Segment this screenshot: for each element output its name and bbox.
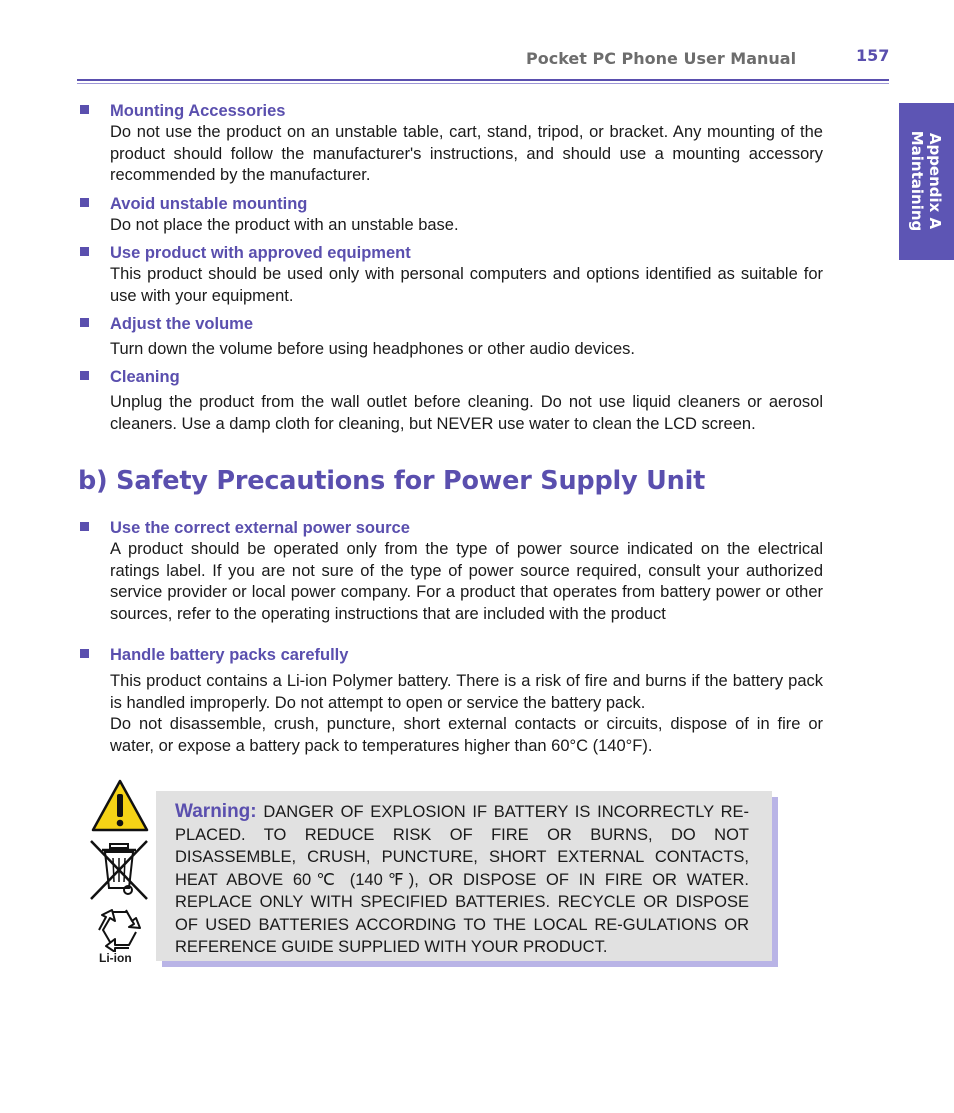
bullet-square-icon bbox=[80, 371, 89, 380]
item-avoid-unstable-mounting bbox=[80, 194, 823, 237]
item-body: A product should be operated only from the type of power source indicated on the electrical ratings label. If you are not sure of the type of power source required, consult your authorized service provider or local power company. For a product that operates from battery power or other sources, refer to the operating instructions that are included with the product bbox=[110, 540, 823, 623]
side-tab-line2: Maintaining bbox=[908, 130, 926, 232]
appendix-side-tab bbox=[899, 103, 954, 260]
bullet-square-icon bbox=[80, 522, 89, 531]
item-title: Use product with approved equipment bbox=[110, 244, 411, 262]
header-rule bbox=[77, 79, 889, 81]
item-body: Do not disassemble, crush, puncture, short external contacts or circuits, dispose of in fire or water, or expose a battery pack to temperatures higher than 60°C (140°F). bbox=[110, 715, 823, 755]
item-body: This product contains a Li-ion Polymer battery. There is a risk of fire and burns if the battery pack is handled improperly. Do not attempt to open or service the battery pack. bbox=[110, 672, 823, 712]
item-title: Use the correct external power source bbox=[110, 519, 410, 537]
item-mounting-accessories bbox=[80, 101, 823, 187]
side-tab-text bbox=[908, 131, 944, 232]
section-heading: b) Safety Precautions for Power Supply Unit bbox=[78, 466, 706, 496]
item-external-power-source bbox=[80, 518, 823, 625]
item-body: Do not place the product with an unstable base. bbox=[110, 216, 459, 234]
warning-triangle-icon bbox=[91, 779, 149, 832]
bullet-square-icon bbox=[80, 649, 89, 658]
item-title: Avoid unstable mounting bbox=[110, 195, 308, 213]
manual-title: Pocket PC Phone User Manual bbox=[526, 49, 797, 68]
item-adjust-volume bbox=[80, 314, 823, 361]
item-battery-packs bbox=[80, 645, 823, 757]
item-body: Unplug the product from the wall outlet before cleaning. Do not use liquid cleaners or aerosol cleaners. Use a damp cloth for cleaning, but NEVER use water to clean the LCD screen. bbox=[110, 393, 823, 433]
item-title: Adjust the volume bbox=[110, 315, 254, 333]
item-cleaning bbox=[80, 367, 823, 435]
recycle-icon bbox=[96, 908, 144, 952]
bullet-square-icon bbox=[80, 247, 89, 256]
warning-body: DANGER OF EXPLOSION IF BATTERY IS INCORRECTLY RE-PLACED. TO REDUCE RISK OF FIRE OR BURNS, DO NOT DISASSEMBLE, CRUSH, PUNCTURE, SHORT EXTERNAL CONTACTS, HEAT ABOVE 60℃ (140℉), OR DISPOSE OF IN FIRE OR WATER. REPLACE ONLY WITH SPECIFIED BATTERIES. RECYCLE OR DISPOSE OF USED BATTERIES ACCORDING TO THE LOCAL RE-GULATIONS OR REFERENCE GUIDE SUPPLIED WITH YOUR PRODUCT. bbox=[175, 803, 749, 956]
recycle-label: Li-ion bbox=[99, 951, 132, 965]
item-title: Handle battery packs carefully bbox=[110, 646, 349, 664]
crossed-out-bin-icon bbox=[88, 838, 150, 902]
item-approved-equipment bbox=[80, 243, 823, 307]
warning-box bbox=[156, 791, 772, 961]
item-body: Do not use the product on an unstable table, cart, stand, tripod, or bracket. Any mounting of the product should follow the manufacturer's instructions, and should use a mounting accessory recommended by the manufacturer. bbox=[110, 123, 823, 184]
bullet-square-icon bbox=[80, 105, 89, 114]
bullet-square-icon bbox=[80, 198, 89, 207]
header-rule-thin bbox=[77, 83, 889, 84]
page-number: 157 bbox=[856, 46, 890, 65]
item-title: Mounting Accessories bbox=[110, 102, 286, 120]
warning-label: Warning: bbox=[175, 801, 257, 822]
item-body: Turn down the volume before using headphones or other audio devices. bbox=[110, 340, 635, 358]
bullet-square-icon bbox=[80, 318, 89, 327]
side-tab-line1: Appendix A bbox=[926, 132, 944, 230]
item-title: Cleaning bbox=[110, 368, 180, 386]
item-body: This product should be used only with personal computers and options identified as suitable for use with your equipment. bbox=[110, 265, 823, 305]
warning-text bbox=[175, 801, 749, 959]
